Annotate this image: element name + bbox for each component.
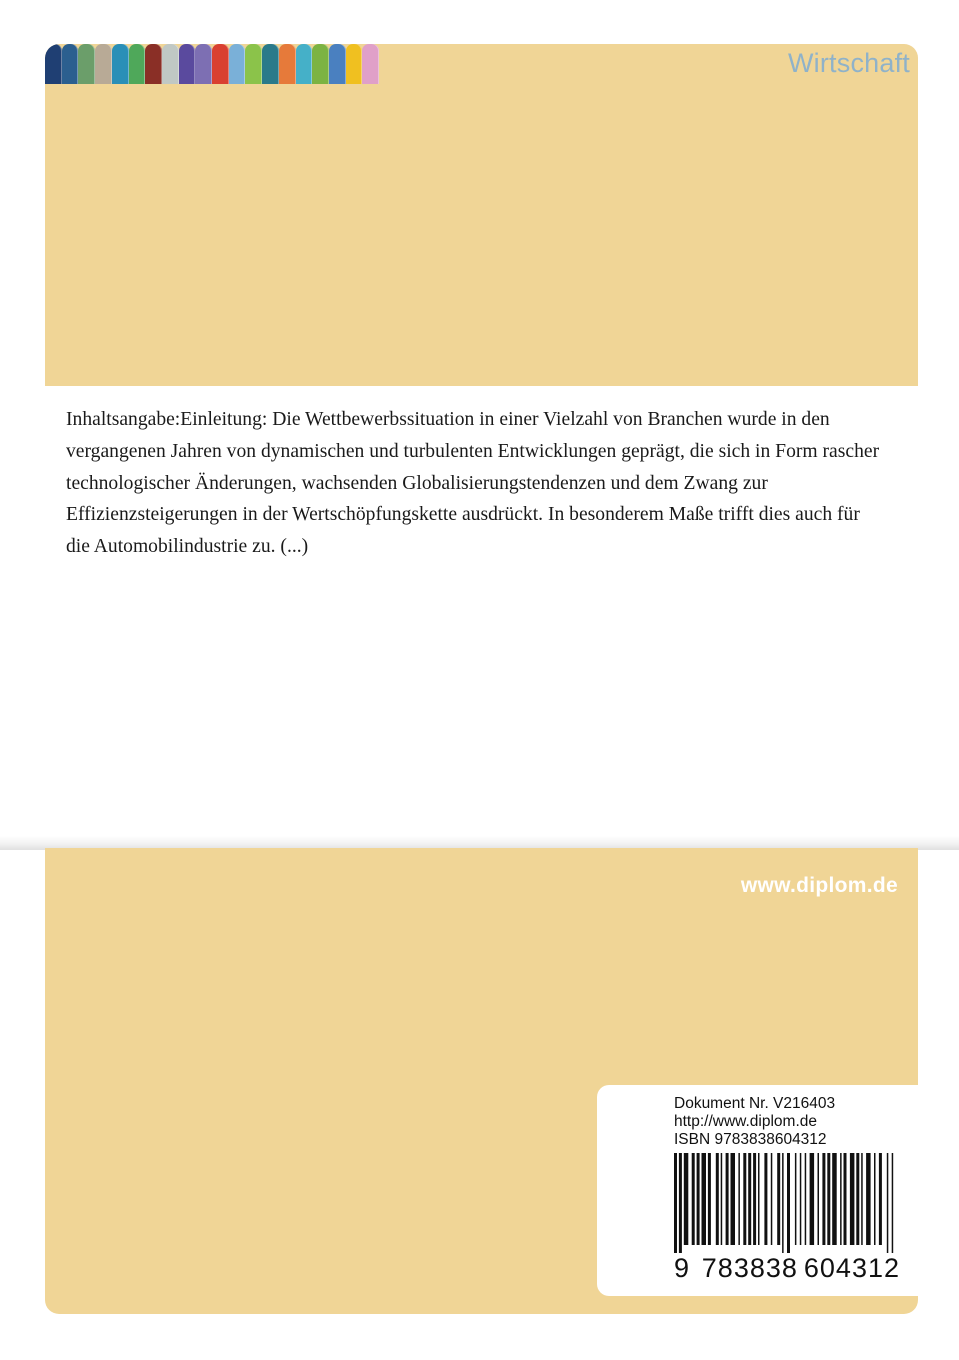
barcode-bar [844, 1153, 847, 1245]
barcode-bar [827, 1153, 830, 1245]
barcode-bar [777, 1153, 780, 1245]
barcode-bar [764, 1153, 767, 1245]
barcode-bar [684, 1153, 689, 1245]
barcode-bar [810, 1153, 815, 1245]
color-tab [195, 44, 212, 84]
color-tab [312, 44, 329, 84]
color-tab [62, 44, 79, 84]
color-tab [95, 44, 112, 84]
barcode-bar [861, 1153, 863, 1245]
barcode-box [597, 1085, 918, 1296]
barcode-bar [726, 1153, 729, 1245]
barcode-bar [818, 1153, 820, 1245]
barcode-bar [743, 1153, 746, 1245]
barcode-digit-first: 9 [674, 1253, 690, 1283]
barcode-bar [795, 1153, 797, 1245]
color-tab [78, 44, 95, 84]
barcode-bar [782, 1153, 784, 1253]
barcode-bar [692, 1153, 695, 1245]
color-tab [229, 44, 246, 84]
publisher-website: www.diplom.de [740, 874, 898, 897]
barcode-bar [771, 1153, 773, 1245]
barcode-bar [832, 1153, 837, 1245]
barcode-bar [856, 1153, 859, 1245]
barcode-bar [822, 1153, 825, 1245]
color-tab [179, 44, 196, 84]
color-tab [145, 44, 162, 84]
barcode-digit-group-1: 783838 [701, 1253, 798, 1283]
barcode-bar [731, 1153, 736, 1245]
color-tab [346, 44, 363, 84]
barcode-bar [840, 1153, 842, 1245]
document-url: http://www.diplom.de [674, 1113, 818, 1130]
barcode-bar [758, 1153, 760, 1245]
barcode-bar [716, 1153, 719, 1245]
barcode-digit-group-2: 604312 [803, 1253, 900, 1283]
series-label: Wirtschaft [787, 48, 910, 78]
barcode-bar [800, 1153, 802, 1245]
color-tab [245, 44, 262, 84]
barcode-bar [702, 1153, 707, 1245]
color-tab [262, 44, 279, 84]
barcode-bar [721, 1153, 723, 1245]
color-tab [296, 44, 313, 84]
abstract-text: Inhaltsangabe:Einleitung: Die Wettbewerbssituation in einer Vielzahl von Branchen wurde in den vergangenen Jahren von dynamischen und turbulenten Entwicklungen geprägt, die sich in Form rascher technologischer Änderungen, wachsenden Globalisierungstendenzen und dem Zwang zur Effizienzsteigerungen in der Wertschöpfungskette ausdrückt. In besonderem Maße trifft dies auch für die Automobilindustrie zu. (...) [66, 409, 880, 558]
barcode-bar [866, 1153, 871, 1245]
color-tab [279, 44, 296, 84]
barcode-bar [697, 1153, 700, 1245]
top-color-panel [45, 44, 918, 386]
isbn-barcode [674, 1153, 900, 1253]
barcode-bar [679, 1153, 682, 1253]
barcode-bar [753, 1153, 756, 1245]
barcode-digits [674, 1253, 900, 1284]
barcode-bar [879, 1153, 882, 1245]
color-tab [112, 44, 129, 84]
barcode-bar [887, 1153, 889, 1253]
barcode-bar [874, 1153, 876, 1245]
color-tab [162, 44, 179, 84]
color-tab [329, 44, 346, 84]
document-number: Dokument Nr. V216403 [674, 1095, 836, 1112]
barcode-bar [850, 1153, 855, 1245]
barcode-bar [738, 1153, 740, 1245]
barcode-bar [805, 1153, 807, 1245]
barcode-bar [674, 1153, 677, 1253]
barcode-bar [892, 1153, 894, 1253]
color-tab [129, 44, 146, 84]
document-info [674, 1095, 835, 1149]
color-tab [362, 44, 379, 84]
barcode-bar [748, 1153, 751, 1245]
color-tabs-strip [45, 44, 379, 84]
barcode-bar [708, 1153, 711, 1245]
barcode-bar [787, 1153, 790, 1253]
color-tab [212, 44, 229, 84]
color-tab [45, 44, 62, 84]
isbn-line: ISBN 9783838604312 [674, 1131, 827, 1148]
